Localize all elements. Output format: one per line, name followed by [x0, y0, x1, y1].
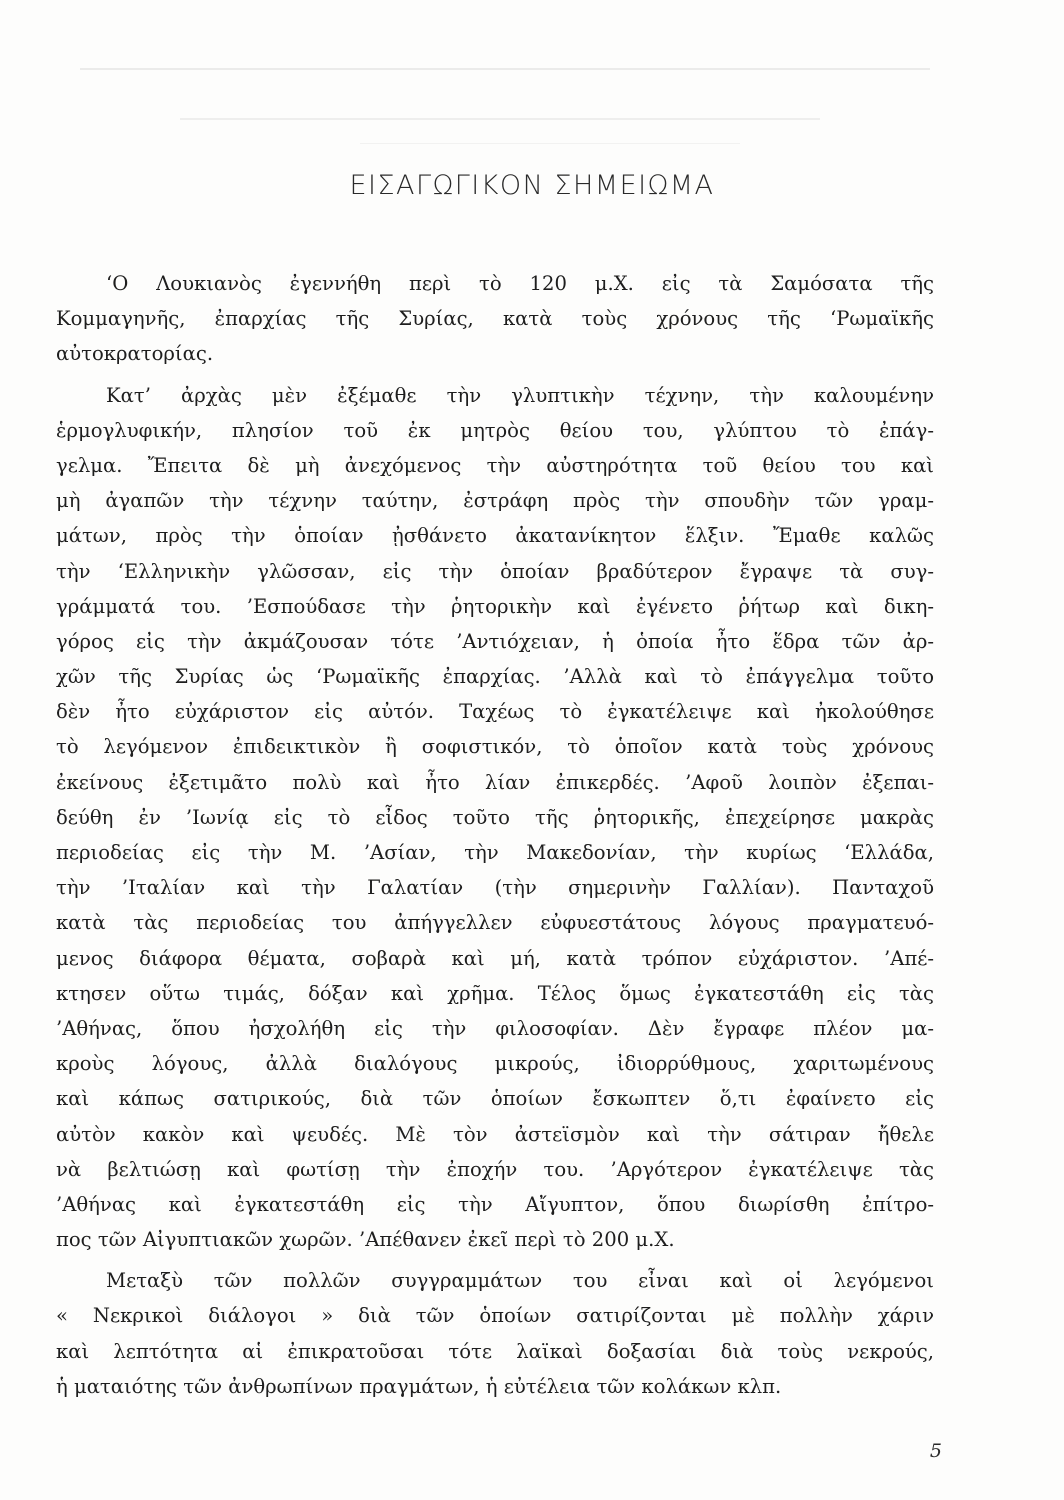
text-line: περιοδείας εἰς τὴν Μ. ’Ασίαν, τὴν Μακεδονίαν, τὴν κυρίως ‘Ελλάδα, — [56, 841, 934, 864]
paragraph — [56, 1263, 934, 1404]
text-line: πος τῶν Αἰγυπτιακῶν χωρῶν. ’Απέθανεν ἐκεῖ περὶ τὸ 200 μ.Χ. — [56, 1228, 675, 1252]
text-line: ’Αθήνας, ὅπου ἠσχολήθη εἰς τὴν φιλοσοφίαν. Δὲν ἔγραφε πλέον μα- — [56, 1016, 934, 1040]
text-line: καὶ λεπτότητα αἱ ἐπικρατοῦσαι τότε λαϊκαὶ δοξασίαι διὰ τοὺς νεκρούς, — [56, 1339, 934, 1363]
text-line: Μεταξὺ τῶν πολλῶν συγγραμμάτων του εἶναι καὶ οἱ λεγόμενοι — [106, 1269, 934, 1293]
text-line: μάτων, πρὸς τὴν ὁποίαν ᾐσθάνετο ἀκατανίκητον ἕλξιν. Ἔμαθε καλῶς — [56, 524, 934, 548]
text-line: δὲν ἦτο εὐχάριστον εἰς αὐτόν. Ταχέως τὸ ἐγκατέλειψε καὶ ἠκολούθησε — [56, 700, 934, 724]
text-line: νὰ βελτιώσῃ καὶ φωτίσῃ τὴν ἐποχήν του. ’Αργότερον ἐγκατέλειψε τὰς — [56, 1157, 934, 1181]
text-line: ’Αθήνας καὶ ἐγκατεστάθη εἰς τὴν Αἴγυπτον, ὅπου διωρίσθη ἐπίτρο- — [56, 1192, 934, 1216]
text-line: αὐτοκρατορίας. — [56, 342, 214, 366]
text-line: μὴ ἀγαπῶν τὴν τέχνην ταύτην, ἐστράφη πρὸς τὴν σπουδὴν τῶν γραμ- — [56, 489, 934, 513]
show-through-text — [60, 48, 950, 158]
text-line: ἡ ματαιότης τῶν ἀνθρωπίνων πραγμάτων, ἡ εὐτέλεια τῶν κολάκων κλπ. — [56, 1374, 782, 1398]
text-line: τὴν ’Ιταλίαν καὶ τὴν Γαλατίαν (τὴν σημερινὴν Γαλλίαν). Πανταχοῦ — [56, 876, 934, 900]
text-line: αὐτὸν κακὸν καὶ ψευδές. Μὲ τὸν ἀστεϊσμὸν καὶ τὴν σάτιραν ἤθελε — [56, 1122, 934, 1146]
body-text — [56, 266, 934, 1404]
text-line: δεύθη ἐν ’Ιωνίᾳ εἰς τὸ εἶδος τοῦτο τῆς ῥητορικῆς, ἐπεχείρησε μακρὰς — [56, 805, 934, 829]
text-line: Κατ’ ἀρχὰς μὲν ἐξέμαθε τὴν γλυπτικὴν τέχνην, τὴν καλουμένην — [106, 383, 934, 407]
text-line: γελμα. Ἔπειτα δὲ μὴ ἀνεχόμενος τὴν αὐστηρότητα τοῦ θείου του καὶ — [56, 453, 934, 477]
text-line: καὶ κάπως σατιρικούς, διὰ τῶν ὁποίων ἔσκωπτεν ὅ,τι ἐφαίνετο εἰς — [56, 1087, 934, 1111]
text-line: ἑρμογλυφικήν, πλησίον τοῦ ἐκ μητρὸς θείου του, γλύπτου τὸ ἐπάγ- — [56, 418, 934, 442]
text-line: ἐκείνους ἐξετιμᾶτο πολὺ καὶ ἦτο λίαν ἐπικερδές. ’Αφοῦ λοιπὸν ἐξεπαι- — [56, 770, 934, 794]
paragraph — [56, 266, 934, 372]
text-line: χῶν τῆς Συρίας ὡς ‘Ρωμαϊκῆς ἐπαρχίας. ’Αλλὰ καὶ τὸ ἐπάγγελμα τοῦτο — [56, 665, 934, 689]
text-line: τὴν ‘Ελληνικὴν γλῶσσαν, εἰς τὴν ὁποίαν βραδύτερον ἔγραψε τὰ συγ- — [56, 559, 934, 583]
text-line: ‘Ο Λουκιανὸς ἐγεννήθη περὶ τὸ 120 μ.Χ. εἰς τὰ Σαμόσατα τῆς — [106, 272, 934, 295]
text-line: « Νεκρικοὶ διάλογοι » διὰ τῶν ὁποίων σατιρίζονται μὲ πολλὴν χάριν — [56, 1304, 934, 1328]
text-line: Κομμαγηνῆς, ἐπαρχίας τῆς Συρίας, κατὰ τοὺς χρόνους τῆς ‘Ρωμαϊκῆς — [56, 307, 934, 331]
page-number: 5 — [929, 1440, 942, 1462]
paragraph — [56, 378, 934, 1258]
text-line: γόρος εἰς τὴν ἀκμάζουσαν τότε ’Αντιόχειαν, ἡ ὁποία ἦτο ἕδρα τῶν ἀρ- — [56, 629, 934, 653]
text-line: μενος διάφορα θέματα, σοβαρὰ καὶ μή, κατὰ τρόπον εὐχάριστον. ’Απέ- — [56, 946, 934, 970]
page-title: ΕΙΣΑΓΩΓΙΚΟΝ ΣΗΜΕΙΩΜΑ — [349, 170, 715, 201]
text-line: τὸ λεγόμενον ἐπιδεικτικὸν ἢ σοφιστικόν, τὸ ὁποῖον κατὰ τοὺς χρόνους — [56, 735, 934, 759]
text-line: κατὰ τὰς περιοδείας του ἀπήγγελλεν εὐφυεστάτους λόγους πραγματευό- — [56, 911, 934, 935]
text-line: κτησεν οὕτω τιμάς, δόξαν καὶ χρῆμα. Τέλος ὅμως ἐγκατεστάθη εἰς τὰς — [56, 981, 934, 1005]
text-line: κροὺς λόγους, ἀλλὰ διαλόγους μικρούς, ἰδιορρύθμους, χαριτωμένους — [56, 1052, 934, 1076]
text-line: γράμματά του. ’Εσπούδασε τὴν ῥητορικὴν καὶ ἐγένετο ῥήτωρ καὶ δικη- — [56, 594, 934, 618]
